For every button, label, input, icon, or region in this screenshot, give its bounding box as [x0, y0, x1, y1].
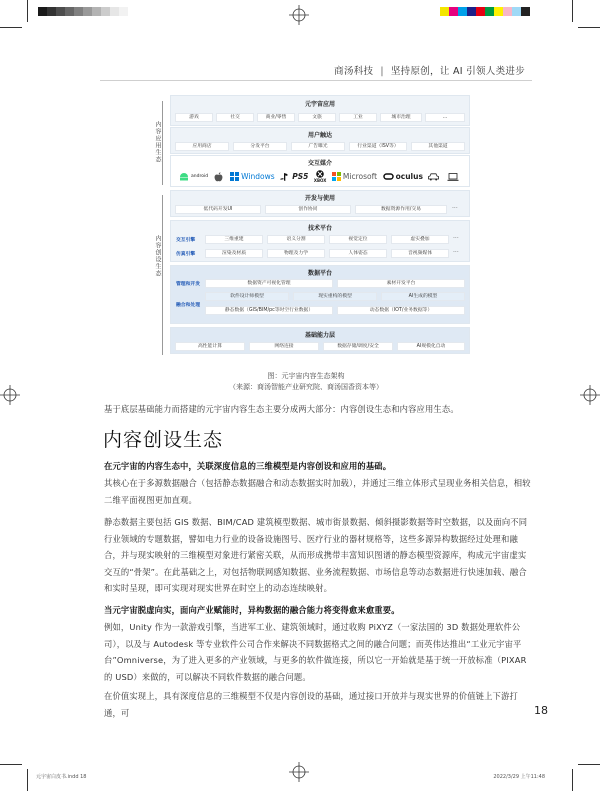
brand-name: android	[191, 174, 209, 179]
section-heading: 内容创设生态	[103, 429, 224, 451]
tech-item-more: ...	[453, 247, 459, 254]
layer-title: 用户触达	[307, 132, 332, 139]
crop-mark	[578, 27, 600, 28]
paragraph-2: 静态数据主要包括 GIS 数据、BIM/CAD 建筑模型数据、城市街景数据、倾斜摄影数据等时空数据，以及面向不同行业领域的专题数据，譬如电力行业的设备设施图号、医疗行业的器材规格等，这些多源异构数据经过处理和融合，并与现实映射的三维模型对象进行紧密关联，从而形成携带丰富知识图谱的静态模型资源库，构成元宇宙虚实交互的“骨架”。在此基础之上，对包括物联网感知数据、业务流程数据、市场信息等动态数据进行快速加载、融合和实时呈现，即可实现对现实世界在时空上的动态连续映射。	[104, 517, 528, 593]
app-item: 社交	[216, 113, 254, 122]
layer-dev-use	[170, 190, 470, 217]
crop-mark	[27, 0, 28, 22]
app-item: 商业/零售	[257, 113, 295, 122]
layer-title: 交互媒介	[307, 160, 332, 167]
company-slogan: 坚持原创，让 AI 引领人类进步	[390, 66, 525, 77]
layer-title: 技术平台	[307, 225, 332, 232]
base-item: 高性能计算	[175, 342, 245, 351]
tech-item: 人体姿态	[329, 249, 387, 258]
playstation-icon	[280, 173, 290, 181]
layer-title: 元宇宙应用	[304, 101, 335, 108]
layer-interaction-media	[170, 155, 470, 187]
page-number: 18	[534, 704, 548, 717]
crop-mark	[27, 769, 28, 791]
brand-name: Microsoft	[342, 172, 378, 181]
crop-mark	[572, 769, 573, 791]
crop-mark	[0, 764, 22, 765]
microsoft-logo	[332, 172, 377, 181]
paragraph-1: 其核心在于多源数据融合（包括静态数据融合和动态数据实时加载），并通过三维立体形式呈现业务相关信息，相较二维平面视图更加直观。	[104, 478, 531, 505]
intro-paragraph: 基于底层基础能力而搭建的元宇宙内容生态主要分成两大部分：内容创设生态和内容应用生态。	[104, 404, 459, 414]
layer-base-capability	[170, 327, 470, 354]
bracket-app	[162, 101, 163, 185]
windows-logo	[230, 172, 274, 181]
side-label-creation-ecosystem: 内容创设生态	[154, 235, 161, 277]
crop-mark	[578, 764, 600, 765]
layer-tech-platform	[170, 220, 470, 262]
content-ecosystem-diagram	[152, 95, 469, 360]
android-logo	[179, 172, 208, 181]
base-item: 数据存储/调度/安全	[323, 342, 393, 351]
app-item: 城市治理	[380, 113, 422, 122]
oculus-icon	[383, 173, 394, 180]
header-divider	[100, 80, 532, 81]
paragraph-3: 例如，Unity 作为一款游戏引擎，当进军工业、建筑领域时，通过收购 PiXYZ（一家法国的 3D 数据处理软件公司），以及与 Autodesk 等专业软件公司合作来解决不同数据格式之间的融合问题；而英伟达推出“工业元宇宙平台”Omniverse，为了进入更多的产业领域，与更多的软件做连接，所以它一开始就是基于统一开放标准（PIXAR 的 USD）来做的，可以解决不同软件数据的融合问题。	[104, 622, 527, 682]
entry-item: 分发平台	[233, 142, 287, 151]
layer-user-entry	[170, 127, 470, 154]
brand-name: Windows	[241, 172, 275, 181]
tech-item-more: ...	[453, 233, 459, 240]
running-header: 商汤科技 | 坚持原创，让 AI 引领人类进步	[334, 66, 525, 77]
paragraph-4: 在价值实现上，具有深度信息的三维模型不仅是内容创设的基础，通过接口开放并与现实世界的价值链上下游打通，可	[104, 691, 518, 718]
entry-item: 其他渠道	[411, 142, 465, 151]
print-slug-date: 2022/3/29 上午11:48	[493, 774, 545, 780]
side-label-app-ecosystem: 内容应用生态	[154, 121, 161, 163]
tech-item: 物理及力学	[267, 249, 325, 258]
grayscale-bar	[38, 7, 137, 16]
microsoft-icon	[332, 172, 341, 181]
dev-item-more: ...	[452, 203, 458, 210]
car-logo	[428, 173, 441, 181]
crop-mark	[572, 0, 573, 22]
dev-item: 数据资源作用/交易	[355, 205, 447, 214]
data-item: 素材开发平台	[337, 279, 465, 288]
apple-logo	[214, 172, 225, 182]
entry-item: 应用商店	[175, 142, 229, 151]
print-slug-file: 元宇宙白皮书.indd 18	[36, 774, 87, 780]
laptop-logo	[447, 173, 461, 181]
data-item: 软件设计师模型	[205, 292, 289, 301]
layer-title: 数据平台	[307, 270, 332, 277]
android-icon	[179, 172, 189, 181]
entry-item: 广告曝光	[291, 142, 345, 151]
layer-title: 开发与使用	[304, 195, 335, 202]
laptop-icon	[447, 173, 459, 181]
bold-statement-2: 当元宇宙脱虚向实，面向产业赋能时，异构数据的融合能力将变得愈来愈重要。	[104, 605, 400, 615]
layer-data-platform	[170, 265, 470, 324]
device-brand-row	[179, 170, 461, 183]
tech-item: 渲染及材质	[205, 249, 263, 258]
car-icon	[428, 173, 439, 181]
oculus-logo	[383, 172, 423, 181]
app-item: 工业	[339, 113, 377, 122]
tech-item: 音视频媒体	[391, 249, 449, 258]
data-item: 动态数据（IOT/业务数据等）	[337, 306, 465, 315]
layer-app	[170, 95, 470, 126]
app-item: 游戏	[175, 113, 213, 122]
crop-mark	[0, 27, 22, 28]
tech-item: 三维重建	[205, 235, 263, 244]
brand-name: oculus	[395, 172, 423, 181]
app-item: ...	[425, 113, 465, 122]
layer-title: 基础能力层	[304, 332, 335, 339]
company-name: 商汤科技	[334, 66, 374, 77]
data-row-label: 融合和处理	[176, 303, 200, 308]
xbox-icon	[316, 170, 324, 178]
base-item: 网络连接	[249, 342, 319, 351]
registration-mark-icon	[289, 5, 309, 25]
playstation-logo	[280, 172, 308, 181]
dev-item: 创作协同	[265, 205, 351, 214]
color-bar	[440, 7, 539, 16]
data-item: AI生成的模型	[381, 292, 465, 301]
figure-caption: 图：元宇宙内容生态架构	[267, 372, 345, 380]
data-row-label: 管理和开发	[176, 282, 200, 287]
tech-item: 虚实叠加	[391, 235, 449, 244]
entry-item: 行业渠道（ISV等）	[349, 142, 407, 151]
tech-item: 语义分割	[267, 235, 325, 244]
bold-statement-1: 在元宇宙的内容生态中，关联深度信息的三维模型是内容创设和应用的基础。	[104, 461, 392, 471]
brand-name: PS5	[292, 172, 309, 181]
app-item: 文旅	[298, 113, 336, 122]
apple-icon	[214, 172, 223, 182]
figure-source: （来源：商汤智能产业研究院、商汤国香资本等）	[229, 383, 383, 391]
registration-mark-icon	[289, 762, 309, 782]
windows-icon	[230, 172, 239, 181]
base-item: AI规模化自动	[397, 342, 465, 351]
data-item: 静态数据（GIS/BIM/pc等时空行业数据）	[205, 306, 333, 315]
data-item: 数据资产可视化管理	[205, 279, 333, 288]
tech-item: 视觉定位	[329, 235, 387, 244]
dev-item: 低代码开发UI	[175, 205, 261, 214]
xbox-logo	[314, 170, 326, 183]
brand-name: XBOX	[313, 178, 327, 183]
tech-row-label: 交互引擎	[176, 238, 196, 243]
data-item: 现实重构的模型	[293, 292, 377, 301]
tech-row-label: 仿真引擎	[176, 252, 196, 257]
bracket-creation	[162, 195, 163, 355]
